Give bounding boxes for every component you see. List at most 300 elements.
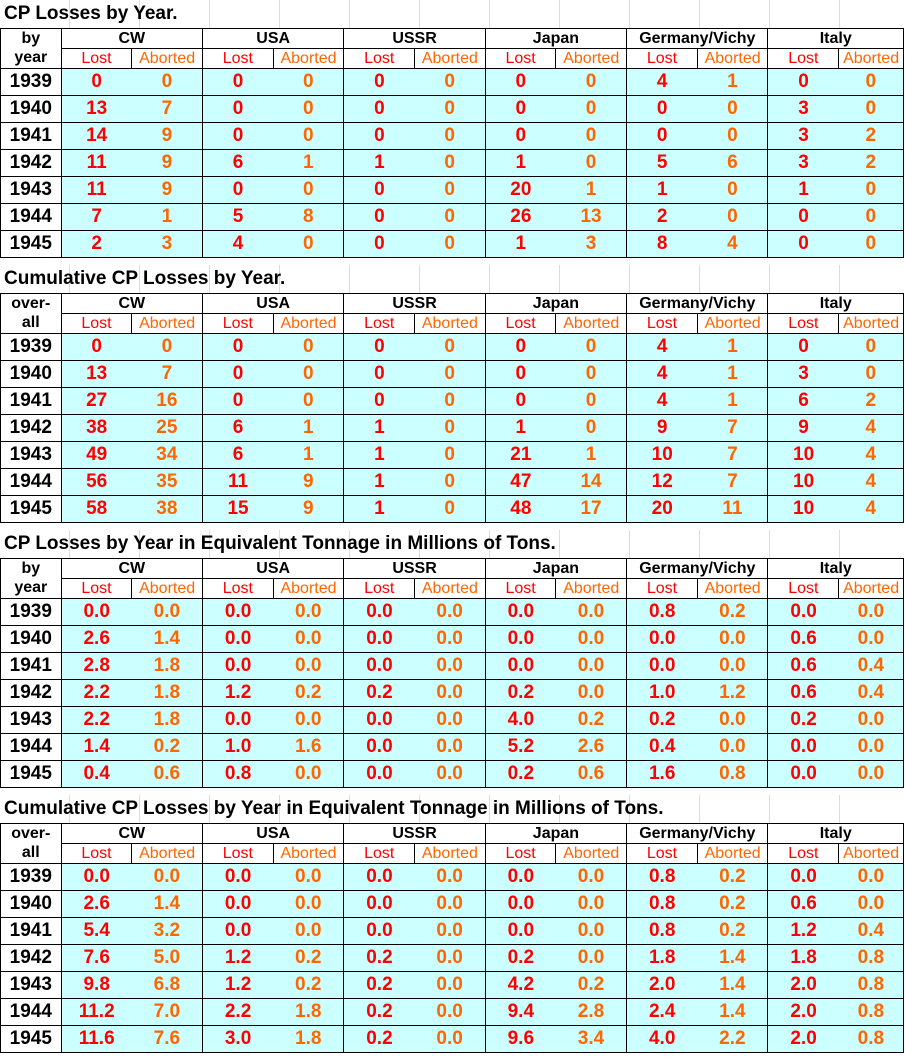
lost-value-cell: 1	[344, 496, 415, 523]
aborted-value-cell: 7	[697, 415, 768, 442]
aborted-value-cell: 0.0	[415, 918, 486, 945]
table-section	[0, 530, 905, 788]
aborted-value-cell: 1.4	[697, 972, 768, 999]
aborted-value-cell: 0.0	[556, 626, 627, 653]
lost-header: Lost	[627, 844, 698, 864]
aborted-value-cell: 0.0	[839, 734, 904, 761]
lost-value-cell: 2.6	[61, 891, 132, 918]
aborted-value-cell: 0	[839, 96, 904, 123]
lost-value-cell: 2	[627, 204, 698, 231]
subheader-row	[1, 314, 904, 334]
lost-value-cell: 4	[202, 231, 273, 258]
lost-value-cell: 1.0	[627, 680, 698, 707]
aborted-value-cell: 0.4	[839, 680, 904, 707]
aborted-value-cell: 8	[273, 204, 344, 231]
lost-value-cell: 0	[768, 231, 839, 258]
aborted-value-cell: 5.0	[132, 945, 203, 972]
aborted-value-cell: 0.0	[273, 653, 344, 680]
lost-header: Lost	[627, 49, 698, 69]
lost-header: Lost	[768, 314, 839, 334]
table-section	[0, 265, 905, 523]
lost-value-cell: 5.2	[485, 734, 556, 761]
lost-header: Lost	[768, 579, 839, 599]
lost-value-cell: 0.0	[202, 653, 273, 680]
aborted-value-cell: 1.8	[273, 999, 344, 1026]
lost-value-cell: 0	[768, 204, 839, 231]
lost-value-cell: 0.0	[344, 918, 415, 945]
table-row	[1, 680, 904, 707]
lost-value-cell: 2.2	[61, 680, 132, 707]
corner-label: year	[1, 49, 62, 69]
lost-value-cell: 0.0	[485, 653, 556, 680]
aborted-value-cell: 0	[556, 388, 627, 415]
lost-value-cell: 3	[768, 123, 839, 150]
lost-value-cell: 1.6	[627, 761, 698, 788]
table-row	[1, 1026, 904, 1053]
lost-value-cell: 2.0	[768, 1026, 839, 1053]
lost-value-cell: 11.6	[61, 1026, 132, 1053]
lost-value-cell: 0	[61, 334, 132, 361]
lost-value-cell: 0	[627, 123, 698, 150]
lost-value-cell: 11	[61, 150, 132, 177]
table-row	[1, 388, 904, 415]
aborted-value-cell: 0.0	[839, 707, 904, 734]
lost-value-cell: 0.0	[485, 918, 556, 945]
aborted-value-cell: 0	[415, 231, 486, 258]
lost-value-cell: 0	[344, 69, 415, 96]
lost-value-cell: 13	[61, 361, 132, 388]
table-row	[1, 626, 904, 653]
lost-value-cell: 10	[768, 496, 839, 523]
lost-value-cell: 0.0	[627, 653, 698, 680]
lost-header: Lost	[61, 844, 132, 864]
lost-value-cell: 0.0	[344, 891, 415, 918]
year-cell: 1943	[1, 177, 62, 204]
aborted-value-cell: 1.8	[132, 653, 203, 680]
year-cell: 1944	[1, 469, 62, 496]
aborted-value-cell: 0.0	[415, 1026, 486, 1053]
corner-label: by	[1, 29, 62, 49]
lost-value-cell: 0	[344, 204, 415, 231]
lost-value-cell: 2.2	[202, 999, 273, 1026]
aborted-value-cell: 0.0	[273, 599, 344, 626]
aborted-value-cell: 0.0	[839, 864, 904, 891]
lost-value-cell: 6	[202, 415, 273, 442]
corner-label: over-	[1, 294, 62, 314]
lost-value-cell: 12	[627, 469, 698, 496]
aborted-value-cell: 0.0	[556, 891, 627, 918]
aborted-value-cell: 0.0	[415, 599, 486, 626]
lost-value-cell: 0.0	[768, 734, 839, 761]
lost-value-cell: 15	[202, 496, 273, 523]
aborted-value-cell: 9	[273, 469, 344, 496]
country-header: USSR	[344, 824, 485, 844]
lost-value-cell: 4	[627, 69, 698, 96]
corner-label: over-	[1, 824, 62, 844]
aborted-value-cell: 0.8	[839, 1026, 904, 1053]
lost-value-cell: 4.0	[627, 1026, 698, 1053]
table-row	[1, 972, 904, 999]
table-row	[1, 999, 904, 1026]
aborted-value-cell: 0.0	[415, 707, 486, 734]
table-row	[1, 734, 904, 761]
year-cell: 1942	[1, 150, 62, 177]
aborted-value-cell: 1	[273, 415, 344, 442]
section-title: CP Losses by Year in Equivalent Tonnage in Millions of Tons.	[0, 530, 905, 558]
country-header: CW	[61, 559, 202, 579]
aborted-value-cell: 1	[132, 204, 203, 231]
lost-value-cell: 0	[344, 361, 415, 388]
aborted-value-cell: 0	[839, 361, 904, 388]
lost-value-cell: 0.0	[202, 891, 273, 918]
aborted-header: Aborted	[839, 844, 904, 864]
aborted-value-cell: 0.0	[697, 734, 768, 761]
lost-value-cell: 2	[61, 231, 132, 258]
country-header: Italy	[768, 824, 904, 844]
aborted-value-cell: 1	[556, 177, 627, 204]
table-row	[1, 361, 904, 388]
table-row	[1, 96, 904, 123]
aborted-value-cell: 0.0	[556, 599, 627, 626]
table-row	[1, 123, 904, 150]
year-cell: 1941	[1, 123, 62, 150]
aborted-value-cell: 0.0	[273, 918, 344, 945]
aborted-value-cell: 0	[273, 388, 344, 415]
aborted-value-cell: 4	[839, 442, 904, 469]
aborted-header: Aborted	[415, 314, 486, 334]
aborted-value-cell: 1.8	[132, 707, 203, 734]
aborted-value-cell: 0	[556, 123, 627, 150]
country-header: CW	[61, 29, 202, 49]
aborted-value-cell: 1.4	[697, 999, 768, 1026]
aborted-value-cell: 6	[697, 150, 768, 177]
table-row	[1, 415, 904, 442]
aborted-header: Aborted	[273, 49, 344, 69]
lost-value-cell: 0	[344, 123, 415, 150]
aborted-header: Aborted	[839, 49, 904, 69]
aborted-value-cell: 0	[415, 388, 486, 415]
aborted-value-cell: 0.0	[697, 653, 768, 680]
section-title: Cumulative CP Losses by Year.	[0, 265, 905, 293]
aborted-header: Aborted	[132, 49, 203, 69]
lost-value-cell: 9.8	[61, 972, 132, 999]
lost-value-cell: 3.0	[202, 1026, 273, 1053]
corner-label: all	[1, 314, 62, 334]
aborted-value-cell: 0	[839, 69, 904, 96]
year-cell: 1940	[1, 96, 62, 123]
aborted-header: Aborted	[556, 49, 627, 69]
country-header: USSR	[344, 294, 485, 314]
lost-value-cell: 1.8	[768, 945, 839, 972]
lost-header: Lost	[485, 314, 556, 334]
lost-value-cell: 14	[61, 123, 132, 150]
country-header: USSR	[344, 29, 485, 49]
lost-value-cell: 11.2	[61, 999, 132, 1026]
lost-value-cell: 1	[344, 442, 415, 469]
losses-table	[0, 558, 904, 788]
lost-value-cell: 9	[768, 415, 839, 442]
lost-value-cell: 0.0	[485, 864, 556, 891]
table-row	[1, 761, 904, 788]
lost-header: Lost	[344, 579, 415, 599]
aborted-value-cell: 3	[132, 231, 203, 258]
table-row	[1, 334, 904, 361]
lost-value-cell: 0.0	[768, 599, 839, 626]
year-cell: 1942	[1, 680, 62, 707]
lost-value-cell: 3	[768, 96, 839, 123]
aborted-value-cell: 35	[132, 469, 203, 496]
aborted-value-cell: 1	[556, 442, 627, 469]
year-cell: 1943	[1, 442, 62, 469]
aborted-value-cell: 11	[697, 496, 768, 523]
lost-value-cell: 0.8	[627, 599, 698, 626]
lost-value-cell: 49	[61, 442, 132, 469]
aborted-value-cell: 0.0	[839, 626, 904, 653]
table-row	[1, 442, 904, 469]
lost-value-cell: 0.8	[627, 864, 698, 891]
country-header: Germany/Vichy	[627, 824, 768, 844]
aborted-value-cell: 0	[273, 334, 344, 361]
lost-value-cell: 48	[485, 496, 556, 523]
aborted-value-cell: 0.0	[839, 761, 904, 788]
aborted-value-cell: 0	[415, 334, 486, 361]
year-cell: 1941	[1, 653, 62, 680]
lost-value-cell: 6	[202, 150, 273, 177]
aborted-value-cell: 0.0	[415, 891, 486, 918]
aborted-value-cell: 0	[415, 96, 486, 123]
aborted-value-cell: 0.6	[132, 761, 203, 788]
aborted-value-cell: 9	[273, 496, 344, 523]
year-cell: 1939	[1, 599, 62, 626]
lost-value-cell: 0	[202, 177, 273, 204]
lost-value-cell: 2.4	[627, 999, 698, 1026]
aborted-value-cell: 1.8	[132, 680, 203, 707]
lost-header: Lost	[768, 844, 839, 864]
aborted-value-cell: 1	[273, 442, 344, 469]
lost-header: Lost	[344, 49, 415, 69]
lost-value-cell: 1	[485, 150, 556, 177]
aborted-value-cell: 0	[132, 334, 203, 361]
aborted-value-cell: 0.0	[273, 761, 344, 788]
table-section	[0, 0, 905, 258]
lost-value-cell: 2.0	[627, 972, 698, 999]
aborted-header: Aborted	[556, 314, 627, 334]
aborted-value-cell: 0	[273, 69, 344, 96]
aborted-value-cell: 6.8	[132, 972, 203, 999]
aborted-value-cell: 1.4	[697, 945, 768, 972]
year-cell: 1943	[1, 707, 62, 734]
aborted-value-cell: 0.0	[697, 626, 768, 653]
aborted-header: Aborted	[132, 844, 203, 864]
lost-value-cell: 1.2	[202, 972, 273, 999]
lost-value-cell: 3	[768, 361, 839, 388]
lost-value-cell: 10	[768, 442, 839, 469]
country-header: Germany/Vichy	[627, 29, 768, 49]
lost-value-cell: 5.4	[61, 918, 132, 945]
aborted-value-cell: 0.2	[556, 972, 627, 999]
lost-value-cell: 4	[627, 361, 698, 388]
country-header: Italy	[768, 29, 904, 49]
lost-value-cell: 6	[202, 442, 273, 469]
country-header: CW	[61, 824, 202, 844]
aborted-header: Aborted	[556, 844, 627, 864]
lost-value-cell: 0.2	[485, 761, 556, 788]
aborted-value-cell: 0.0	[839, 891, 904, 918]
lost-value-cell: 0	[485, 388, 556, 415]
aborted-value-cell: 9	[132, 177, 203, 204]
lost-value-cell: 47	[485, 469, 556, 496]
aborted-value-cell: 9	[132, 123, 203, 150]
lost-value-cell: 11	[202, 469, 273, 496]
country-header: Germany/Vichy	[627, 294, 768, 314]
year-cell: 1939	[1, 69, 62, 96]
lost-value-cell: 0.0	[61, 599, 132, 626]
aborted-value-cell: 0	[415, 361, 486, 388]
lost-value-cell: 56	[61, 469, 132, 496]
year-cell: 1940	[1, 361, 62, 388]
lost-value-cell: 0	[344, 96, 415, 123]
country-header: USSR	[344, 559, 485, 579]
country-header: Japan	[485, 559, 626, 579]
aborted-header: Aborted	[132, 314, 203, 334]
year-cell: 1945	[1, 761, 62, 788]
aborted-value-cell: 0.0	[556, 653, 627, 680]
lost-value-cell: 0.8	[627, 918, 698, 945]
year-cell: 1941	[1, 918, 62, 945]
lost-value-cell: 0	[344, 231, 415, 258]
country-header: Japan	[485, 294, 626, 314]
lost-value-cell: 9.4	[485, 999, 556, 1026]
aborted-header: Aborted	[697, 49, 768, 69]
aborted-value-cell: 0	[415, 496, 486, 523]
table-row	[1, 599, 904, 626]
aborted-value-cell: 38	[132, 496, 203, 523]
aborted-value-cell: 0.0	[697, 707, 768, 734]
aborted-value-cell: 1.6	[273, 734, 344, 761]
lost-value-cell: 0.6	[768, 680, 839, 707]
lost-value-cell: 0.8	[202, 761, 273, 788]
lost-value-cell: 0.0	[344, 864, 415, 891]
lost-value-cell: 0	[344, 388, 415, 415]
aborted-value-cell: 0	[697, 177, 768, 204]
aborted-value-cell: 0.0	[556, 864, 627, 891]
lost-value-cell: 0	[344, 177, 415, 204]
lost-value-cell: 1	[344, 415, 415, 442]
lost-value-cell: 1	[485, 231, 556, 258]
lost-header: Lost	[485, 49, 556, 69]
lost-value-cell: 6	[768, 388, 839, 415]
aborted-value-cell: 9	[132, 150, 203, 177]
country-header: Germany/Vichy	[627, 559, 768, 579]
country-header: USA	[202, 294, 343, 314]
table-row	[1, 177, 904, 204]
aborted-value-cell: 7	[132, 361, 203, 388]
aborted-value-cell: 3.4	[556, 1026, 627, 1053]
aborted-value-cell: 0.2	[697, 864, 768, 891]
lost-value-cell: 0.2	[344, 972, 415, 999]
aborted-value-cell: 2	[839, 150, 904, 177]
header-row	[1, 294, 904, 314]
aborted-value-cell: 0	[697, 204, 768, 231]
lost-value-cell: 8	[627, 231, 698, 258]
lost-header: Lost	[202, 579, 273, 599]
table-row	[1, 231, 904, 258]
aborted-value-cell: 0.0	[415, 734, 486, 761]
table-row	[1, 204, 904, 231]
aborted-value-cell: 14	[556, 469, 627, 496]
lost-header: Lost	[627, 579, 698, 599]
lost-value-cell: 1.2	[202, 680, 273, 707]
year-cell: 1945	[1, 1026, 62, 1053]
country-header: Italy	[768, 294, 904, 314]
aborted-value-cell: 0	[273, 231, 344, 258]
corner-label: by	[1, 559, 62, 579]
lost-value-cell: 0.4	[61, 761, 132, 788]
lost-value-cell: 0	[202, 69, 273, 96]
year-cell: 1945	[1, 496, 62, 523]
aborted-value-cell: 0.6	[556, 761, 627, 788]
aborted-value-cell: 0.8	[839, 972, 904, 999]
lost-value-cell: 0.2	[344, 1026, 415, 1053]
lost-value-cell: 0.2	[627, 707, 698, 734]
losses-table	[0, 823, 904, 1053]
aborted-value-cell: 7.6	[132, 1026, 203, 1053]
aborted-value-cell: 2.8	[556, 999, 627, 1026]
aborted-value-cell: 0	[556, 150, 627, 177]
lost-value-cell: 0	[768, 334, 839, 361]
aborted-value-cell: 0	[839, 204, 904, 231]
lost-value-cell: 0.0	[202, 599, 273, 626]
aborted-header: Aborted	[697, 579, 768, 599]
lost-value-cell: 0	[202, 334, 273, 361]
aborted-value-cell: 0.2	[273, 972, 344, 999]
aborted-value-cell: 0.0	[132, 599, 203, 626]
lost-value-cell: 0.0	[61, 864, 132, 891]
lost-value-cell: 1	[768, 177, 839, 204]
aborted-value-cell: 0	[415, 469, 486, 496]
lost-value-cell: 0.2	[485, 945, 556, 972]
table-row	[1, 891, 904, 918]
year-cell: 1943	[1, 972, 62, 999]
year-cell: 1940	[1, 626, 62, 653]
aborted-header: Aborted	[132, 579, 203, 599]
lost-value-cell: 0	[627, 96, 698, 123]
aborted-value-cell: 1.4	[132, 891, 203, 918]
table-row	[1, 150, 904, 177]
aborted-header: Aborted	[415, 579, 486, 599]
lost-value-cell: 21	[485, 442, 556, 469]
aborted-value-cell: 0	[556, 415, 627, 442]
aborted-value-cell: 0.0	[415, 653, 486, 680]
lost-header: Lost	[61, 314, 132, 334]
aborted-value-cell: 0	[556, 96, 627, 123]
table-row	[1, 864, 904, 891]
lost-value-cell: 0.6	[768, 653, 839, 680]
year-cell: 1942	[1, 415, 62, 442]
lost-value-cell: 0	[768, 69, 839, 96]
lost-value-cell: 0.0	[202, 918, 273, 945]
aborted-value-cell: 0.2	[697, 918, 768, 945]
aborted-value-cell: 7	[697, 442, 768, 469]
lost-value-cell: 0.0	[202, 864, 273, 891]
country-header: USA	[202, 559, 343, 579]
lost-value-cell: 0.0	[344, 761, 415, 788]
lost-value-cell: 0	[485, 361, 556, 388]
aborted-value-cell: 0	[273, 123, 344, 150]
lost-value-cell: 4	[627, 334, 698, 361]
aborted-header: Aborted	[415, 844, 486, 864]
lost-value-cell: 0.6	[768, 891, 839, 918]
